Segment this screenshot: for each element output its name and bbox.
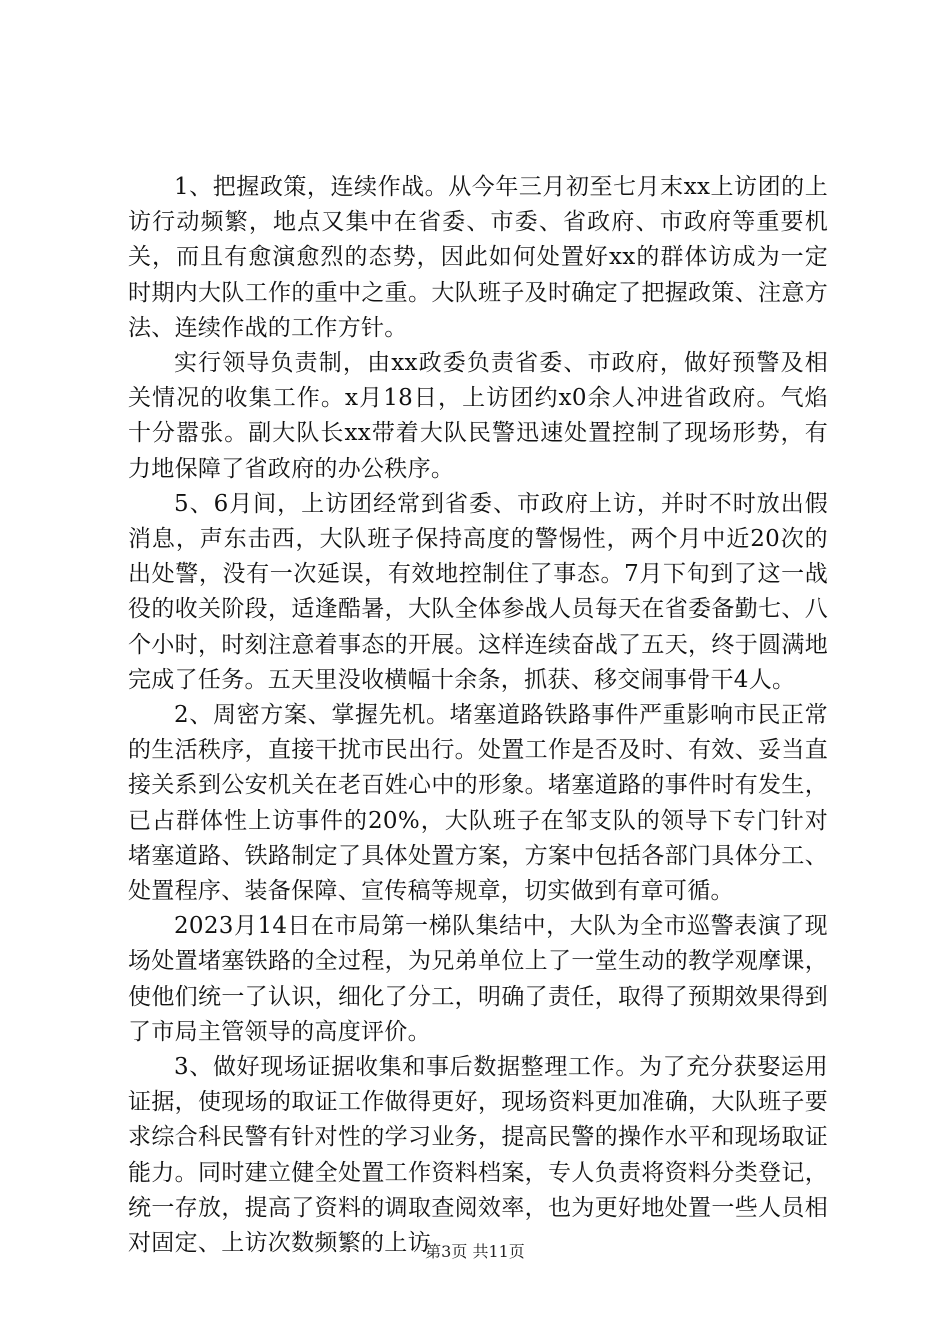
page-number-footer: 第3页 共11页	[425, 1242, 525, 1261]
paragraph-4: 2、周密方案、掌握先机。堵塞道路铁路事件严重影响市民正常的生活秩序，直接干扰市民出行。处置工作是否及时、有效、妥当直接关系到公安机关在老百姓心中的形象。堵塞道路的事件时有发生，已占群体性上访事件的20%，大队班子在邹支队的领导下专门针对堵塞道路、铁路制定了具体处置方案，方案中包括各部门具体分工、处置程序、装备保障、宣传稿等规章，切实做到有章可循。	[128, 702, 828, 905]
paragraph-3: 5、6月间，上访团经常到省委、市政府上访，并时不时放出假消息，声东击西，大队班子保持高度的警惕性，两个月中近20次的出处警，没有一次延误，有效地控制住了事态。7月下旬到了这一战役的收关阶段，适逢酷暑，大队全体参战人员每天在省委备勤七、八个小时，时刻注意着事态的开展。这样连续奋战了五天，终于圆满地完成了任务。五天里没收横幅十余条，抓获、移交闹事骨干4人。	[128, 490, 828, 693]
paragraph-1: 1、把握政策，连续作战。从今年三月初至七月末xx上访团的上访行动频繁，地点又集中在省委、市委、省政府、市政府等重要机关，而且有愈演愈烈的态势，因此如何处置好xx的群体访成为一定时期内大队工作的重中之重。大队班子及时确定了把握政策、注意方法、连续作战的工作方针。	[128, 174, 828, 341]
paragraph-2: 实行领导负责制，由xx政委负责省委、市政府，做好预警及相关情况的收集工作。x月18日，上访团约x0余人冲进省政府。气焰十分嚣张。副大队长xx带着大队民警迅速处置控制了现场形势，有力地保障了省政府的办公秩序。	[128, 350, 828, 482]
paragraph-6: 3、做好现场证据收集和事后数据整理工作。为了充分获娶运用证据，使现场的取证工作做得更好，现场资料更加准确，大队班子要求综合科民警有针对性的学习业务，提高民警的操作水平和现场取证能力。同时建立健全处置工作资料档案，专人负责将资料分类登记，统一存放，提高了资料的调取查阅效率，也为更好地处置一些人员相对固定、上访次数频繁的上访	[128, 1054, 828, 1257]
document-body	[128, 170, 828, 1261]
paragraph-5: 2023月14日在市局第一梯队集结中，大队为全市巡警表演了现场处置堵塞铁路的全过程，为兄弟单位上了一堂生动的教学观摩课，使他们统一了认识，细化了分工，明确了责任，取得了预期效果得到了市局主管领导的高度评价。	[128, 913, 828, 1045]
